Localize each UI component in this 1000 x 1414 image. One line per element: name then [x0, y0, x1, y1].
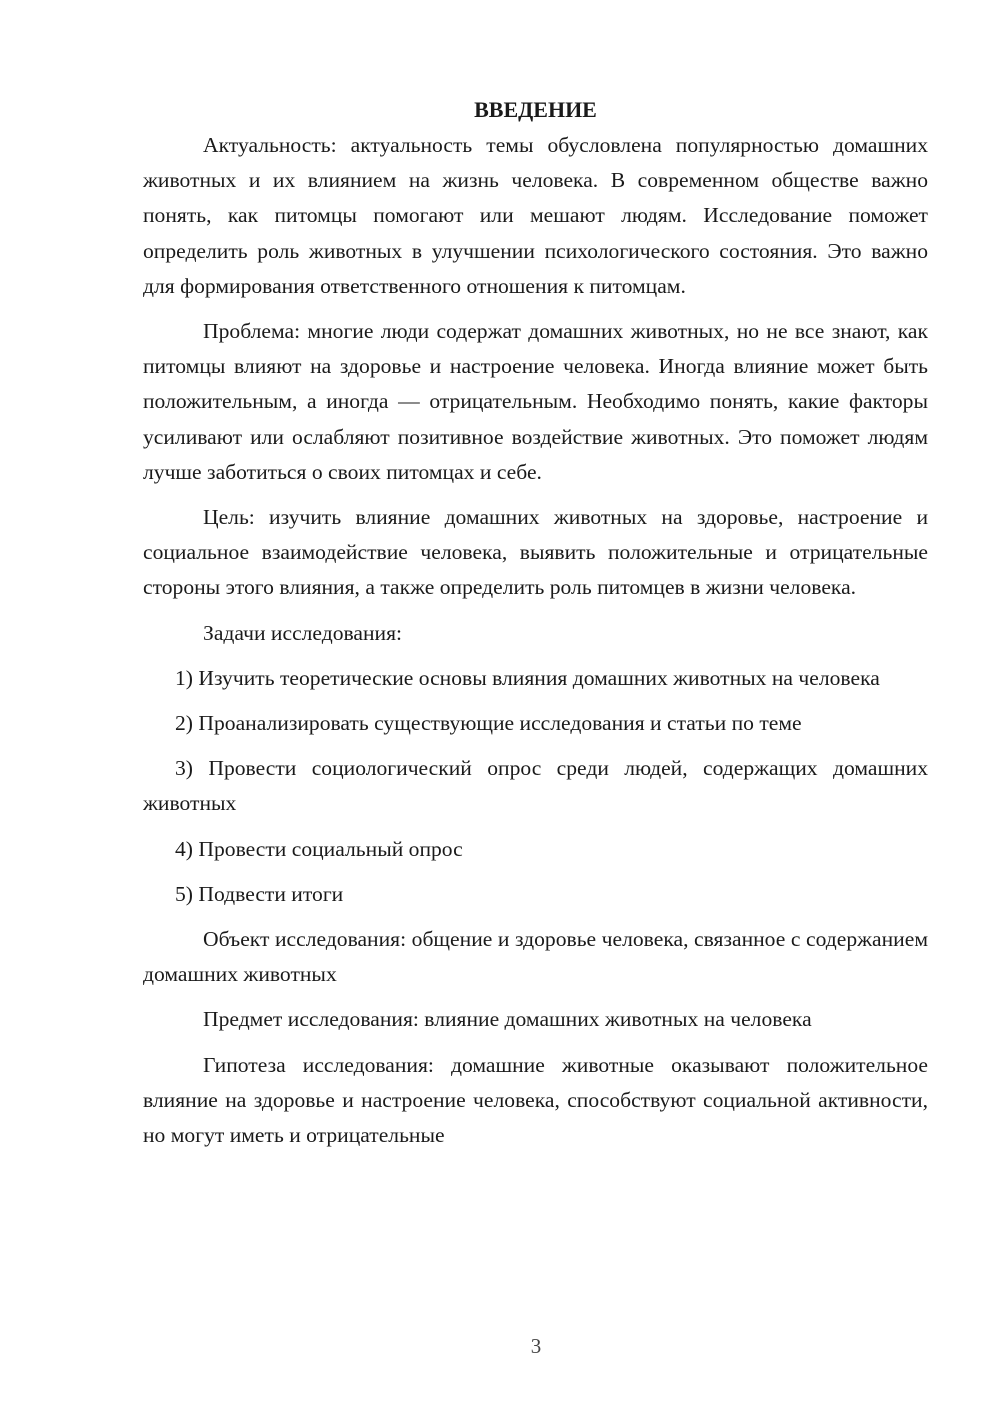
- paragraph-relevance: Актуальность: актуальность темы обусловлена популярностью домашних животных и их влиянием на жизнь человека. В современном обществе важно понять, как питомцы помогают или мешают людям. Исследование поможет определить роль животных в улучшении психологического состояния. Это важно для формирования ответственного отношения к питомцам.: [143, 133, 928, 298]
- paragraph-object: Объект исследования: общение и здоровье человека, связанное с содержанием домашних животных: [143, 927, 928, 987]
- page-number: 3: [530, 1334, 542, 1358]
- paragraph-subject: Предмет исследования: влияние домашних животных на человека: [203, 1007, 812, 1032]
- document-page: [143, 92, 928, 1163]
- paragraph-goal: Цель: изучить влияние домашних животных на здоровье, настроение и социальное взаимодействие человека, выявить положительные и отрицательные стороны этого влияния, а также определить роль питомцев в жизни человека.: [143, 505, 928, 600]
- task-item-3: 3) Провести социологический опрос среди людей, содержащих домашних животных: [143, 756, 928, 816]
- paragraph-hypothesis: Гипотеза исследования: домашние животные оказывают положительное влияние на здоровье и настроение человека, способствуют социальной активности, но могут иметь и отрицательные: [143, 1052, 928, 1148]
- task-item-1: 1) Изучить теоретические основы влияния домашних животных на человека: [175, 665, 880, 690]
- task-item-2: 2) Проанализировать существующие исследования и статьи по теме: [175, 711, 802, 736]
- section-heading: ВВЕДЕНИЕ: [474, 97, 597, 122]
- paragraph-tasks-heading: Задачи исследования:: [203, 620, 403, 645]
- task-item-5: 5) Подвести итоги: [175, 881, 344, 906]
- task-item-4: 4) Провести социальный опрос: [175, 836, 463, 861]
- paragraph-problem: Проблема: многие люди содержат домашних животных, но не все знают, как питомцы влияют на здоровье и настроение человека. Иногда влияние может быть положительным, а иногда — отрицательным. Необходимо понять, какие факторы усиливают или ослабляют позитивное воздействие животных. Это поможет людям лучше заботиться о своих питомцах и себе.: [143, 319, 928, 484]
